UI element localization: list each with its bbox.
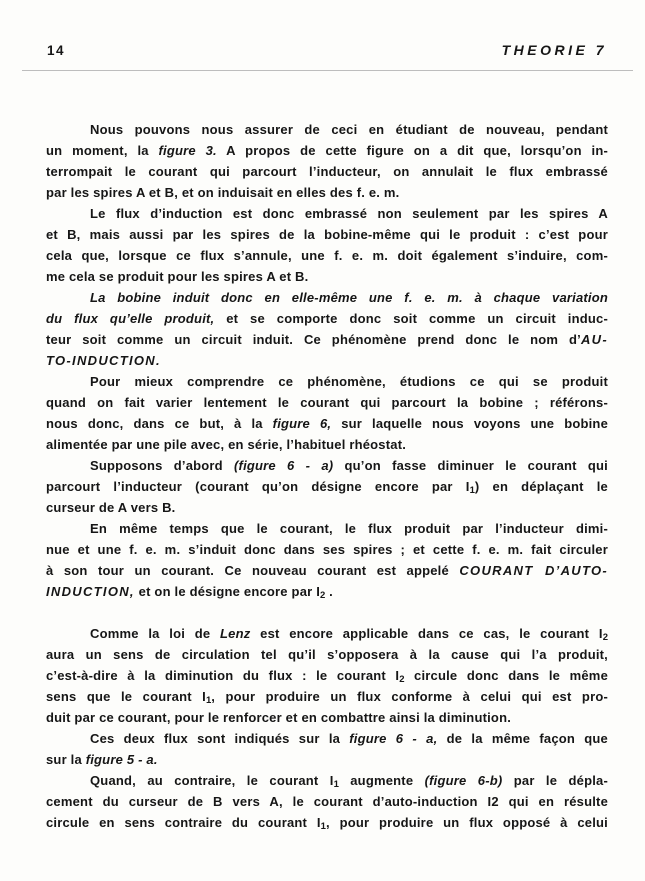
paragraph: [46, 455, 608, 518]
text-segment: de la même façon que: [437, 731, 608, 746]
page-number: 14: [47, 43, 66, 58]
text-line: [46, 791, 608, 812]
text-line: [46, 518, 608, 539]
text-line: [46, 476, 608, 497]
text-line: [46, 140, 608, 161]
emphasized-text: figure 6,: [272, 416, 332, 431]
text-segment: Quand, au contraire, le courant I: [90, 773, 334, 788]
text-segment: Le flux d’induction est donc embrassé non seulement par les spires A: [90, 206, 608, 221]
text-segment: 1: [320, 821, 326, 832]
emphasized-text: figure 3.: [158, 143, 217, 158]
emphasized-text: figure 5 - a.: [85, 752, 158, 767]
text-line: [46, 770, 608, 791]
text-segment: Nous pouvons nous assurer de ceci en étudiant de nouveau, pendant: [90, 122, 608, 137]
text-segment: Pour mieux comprendre ce phénomène, étudions ce qui se produit: [90, 374, 608, 389]
emphasized-text: COURANT D’AUTO-: [459, 563, 608, 578]
text-segment: alimentée par une pile avec, en série, l’habituel rhéostat.: [46, 437, 407, 452]
text-segment: .: [325, 584, 333, 599]
paragraph: [46, 728, 608, 770]
text-line: [46, 350, 608, 371]
text-segment: aura un sens de circulation tel qu’il s’opposera à la cause qui l’a produit,: [46, 647, 608, 662]
text-segment: un moment, la: [46, 143, 159, 158]
text-segment: parcourt l’inducteur (courant qu’on désigne encore par I: [46, 479, 470, 494]
paragraph: [46, 203, 608, 287]
paragraph: [46, 371, 608, 455]
text-line: [46, 455, 608, 476]
text-line: [46, 119, 608, 140]
text-line: [46, 644, 608, 665]
text-segment: duit par ce courant, pour le renforcer et en combattre ainsi la diminution.: [46, 710, 512, 725]
text-segment: est encore applicable dans ce cas, le courant I: [250, 626, 603, 641]
text-segment: 2: [399, 674, 405, 685]
text-segment: cement du curseur de B vers A, le courant d’auto-induction I2 qui en résulte: [46, 794, 608, 809]
text-segment: ) en déplaçant le: [474, 479, 608, 494]
text-segment: nue et une f. e. m. s’induit donc dans ses spires ; et cette f. e. m. fait circuler: [46, 542, 608, 557]
text-line: [46, 560, 608, 581]
emphasized-text: (figure 6-b): [424, 773, 503, 788]
text-segment: me cela se produit pour les spires A et B.: [46, 269, 309, 284]
text-line: [46, 329, 608, 350]
text-segment: nous donc, dans ce but, à la: [46, 416, 273, 431]
text-line: [46, 371, 608, 392]
text-segment: curseur de A vers B.: [46, 500, 176, 515]
text-line: [46, 728, 608, 749]
text-segment: par les spires A et B, et on induisait en elles des f. e. m.: [46, 185, 400, 200]
text-line: [46, 182, 608, 203]
text-line: [46, 539, 608, 560]
text-line: [46, 812, 608, 833]
text-line: [46, 581, 608, 602]
text-line: [46, 623, 608, 644]
text-line: [46, 161, 608, 182]
text-line: [46, 392, 608, 413]
text-segment: augmente: [338, 773, 425, 788]
paragraph: [46, 287, 608, 371]
text-line: [46, 308, 608, 329]
text-segment: Ces deux flux sont indiqués sur la: [90, 731, 350, 746]
paragraph: [46, 770, 608, 833]
text-line: [46, 245, 608, 266]
text-segment: teur soit comme un circuit induit. Ce phénomène prend donc le nom d’: [46, 332, 581, 347]
emphasized-text: figure 6 - a,: [349, 731, 438, 746]
emphasized-text: du flux qu’elle produit,: [46, 311, 215, 326]
text-line: [46, 497, 608, 518]
text-segment: sens que le courant I: [46, 689, 206, 704]
text-line: [46, 224, 608, 245]
text-segment: par le dépla-: [502, 773, 608, 788]
text-segment: 1: [333, 779, 339, 790]
page-header: [0, 0, 645, 58]
text-segment: En même temps que le courant, le flux produit par l’inducteur dimi-: [90, 521, 608, 536]
text-segment: 2: [320, 590, 326, 601]
page-body: [46, 119, 608, 833]
text-line: [46, 665, 608, 686]
text-segment: quand on fait varier lentement le courant qui parcourt la bobine ; référons-: [46, 395, 608, 410]
paragraph: [46, 623, 608, 728]
header-rule: [22, 70, 633, 71]
text-segment: circule donc dans le même: [404, 668, 608, 683]
text-segment: , pour produire un flux conforme à celui qui est pro-: [211, 689, 608, 704]
text-segment: à son tour un courant. Ce nouveau courant est appelé: [46, 563, 460, 578]
text-segment: sur la: [46, 752, 86, 767]
text-segment: 2: [602, 632, 608, 643]
header-title: THEORIE 7: [501, 42, 607, 58]
text-segment: sur laquelle nous voyons une bobine: [331, 416, 608, 431]
text-segment: 1: [205, 695, 212, 706]
text-segment: , pour produire un flux opposé à celui: [325, 815, 608, 830]
emphasized-text: (figure 6 - a): [234, 458, 334, 473]
text-line: [46, 434, 608, 455]
text-line: [46, 287, 608, 308]
text-line: [46, 266, 608, 287]
text-segment: circule en sens contraire du courant I: [46, 815, 321, 830]
text-segment: terrompait le courant qui parcourt l’inducteur, on annulait le flux embrassé: [46, 164, 608, 179]
emphasized-text: TO-INDUCTION.: [46, 353, 161, 368]
text-segment: A propos de cette figure on a dit que, lorsqu’on in-: [216, 143, 608, 158]
emphasized-text: AU-: [580, 332, 608, 347]
text-segment: Supposons d’abord: [90, 458, 235, 473]
paragraph: [46, 518, 608, 602]
emphasized-text: La bobine induit donc en elle-même une f. e. m. à chaque variation: [90, 290, 608, 305]
text-segment: et se comporte donc soit comme un circuit induc-: [214, 311, 608, 326]
text-segment: qu’on fasse diminuer le courant qui: [333, 458, 608, 473]
text-segment: et B, mais aussi par les spires de la bobine-même qui le produit : c’est pour: [46, 227, 608, 242]
text-line: [46, 413, 608, 434]
text-line: [46, 686, 608, 707]
text-segment: Comme la loi de: [90, 626, 221, 641]
paragraph: [46, 119, 608, 203]
emphasized-text: INDUCTION,: [46, 584, 135, 599]
text-line: [46, 203, 608, 224]
text-segment: et on le désigne encore par I: [134, 584, 321, 599]
text-segment: 1: [469, 485, 475, 496]
text-segment: c’est-à-dire à la diminution du flux : le courant I: [46, 668, 400, 683]
text-line: [46, 707, 608, 728]
text-segment: cela que, lorsque ce flux s’annule, une f. e. m. doit également s’induire, com-: [46, 248, 608, 263]
text-line: [46, 749, 608, 770]
emphasized-text: Lenz: [220, 626, 251, 641]
